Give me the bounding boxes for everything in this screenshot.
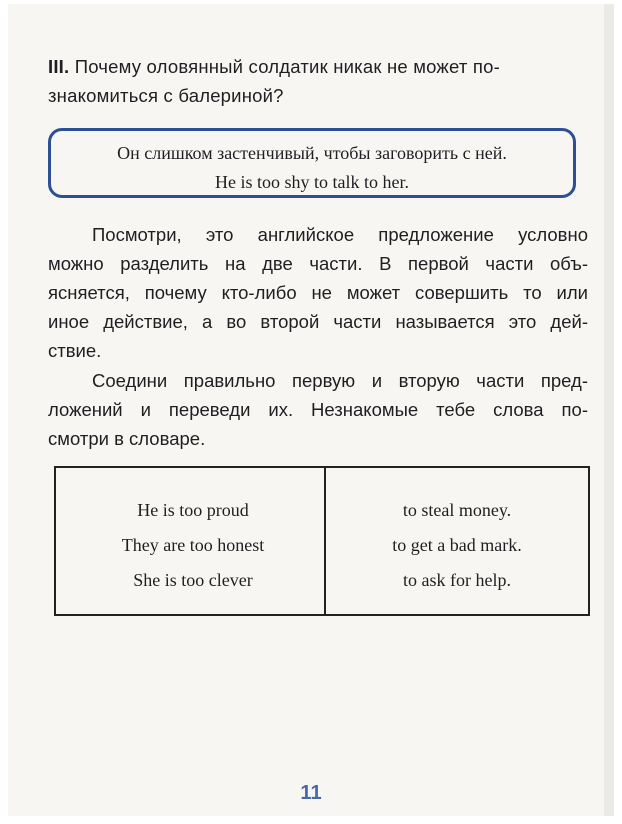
table-right-column bbox=[326, 468, 588, 614]
explanation-paragraph bbox=[48, 220, 588, 365]
table-left-column bbox=[56, 468, 326, 614]
paragraph-line: Соедини правильно первую и вторую части пред- bbox=[92, 370, 588, 391]
paragraph-line: ложений и переведи их. Незнакомые тебе слова по- bbox=[48, 399, 588, 420]
matching-table bbox=[54, 466, 590, 616]
question-number: III. bbox=[48, 56, 70, 77]
paragraph-line: ясняется, почему кто-либо не может совершить то или bbox=[48, 282, 588, 303]
answer-english: He is too shy to talk to her. bbox=[215, 172, 409, 192]
page-number: 11 bbox=[300, 782, 322, 804]
book-page bbox=[8, 4, 614, 816]
answer-box bbox=[48, 128, 576, 198]
paragraph-line: иное действие, а во второй части называется это дей- bbox=[48, 311, 588, 332]
table-cell-left: He is too proud bbox=[137, 500, 249, 520]
table-cell-right: to ask for help. bbox=[403, 570, 511, 590]
paragraph-line: смотри в словаре. bbox=[48, 428, 206, 449]
paragraph-line: Посмотри, это английское предложение условно bbox=[92, 224, 588, 245]
table-cell-left: They are too honest bbox=[121, 535, 265, 555]
instruction-paragraph bbox=[48, 366, 588, 453]
question-text-1: Почему оловянный солдатик никак не может по- bbox=[74, 56, 500, 77]
paragraph-line: можно разделить на две части. В первой части объ- bbox=[48, 253, 588, 274]
question-heading bbox=[48, 52, 588, 110]
table-cell-right: to steal money. bbox=[402, 500, 512, 520]
question-line-1 bbox=[48, 52, 588, 81]
table-cell-left: She is too clever bbox=[133, 570, 253, 590]
question-line-2: знакомиться с балериной? bbox=[48, 85, 284, 106]
page-edge bbox=[604, 4, 614, 816]
answer-russian: Он слишком застенчивый, чтобы заговорить с ней. bbox=[117, 143, 507, 163]
table-cell-right: to get a bad mark. bbox=[392, 535, 522, 555]
paragraph-line: ствие. bbox=[48, 340, 102, 361]
